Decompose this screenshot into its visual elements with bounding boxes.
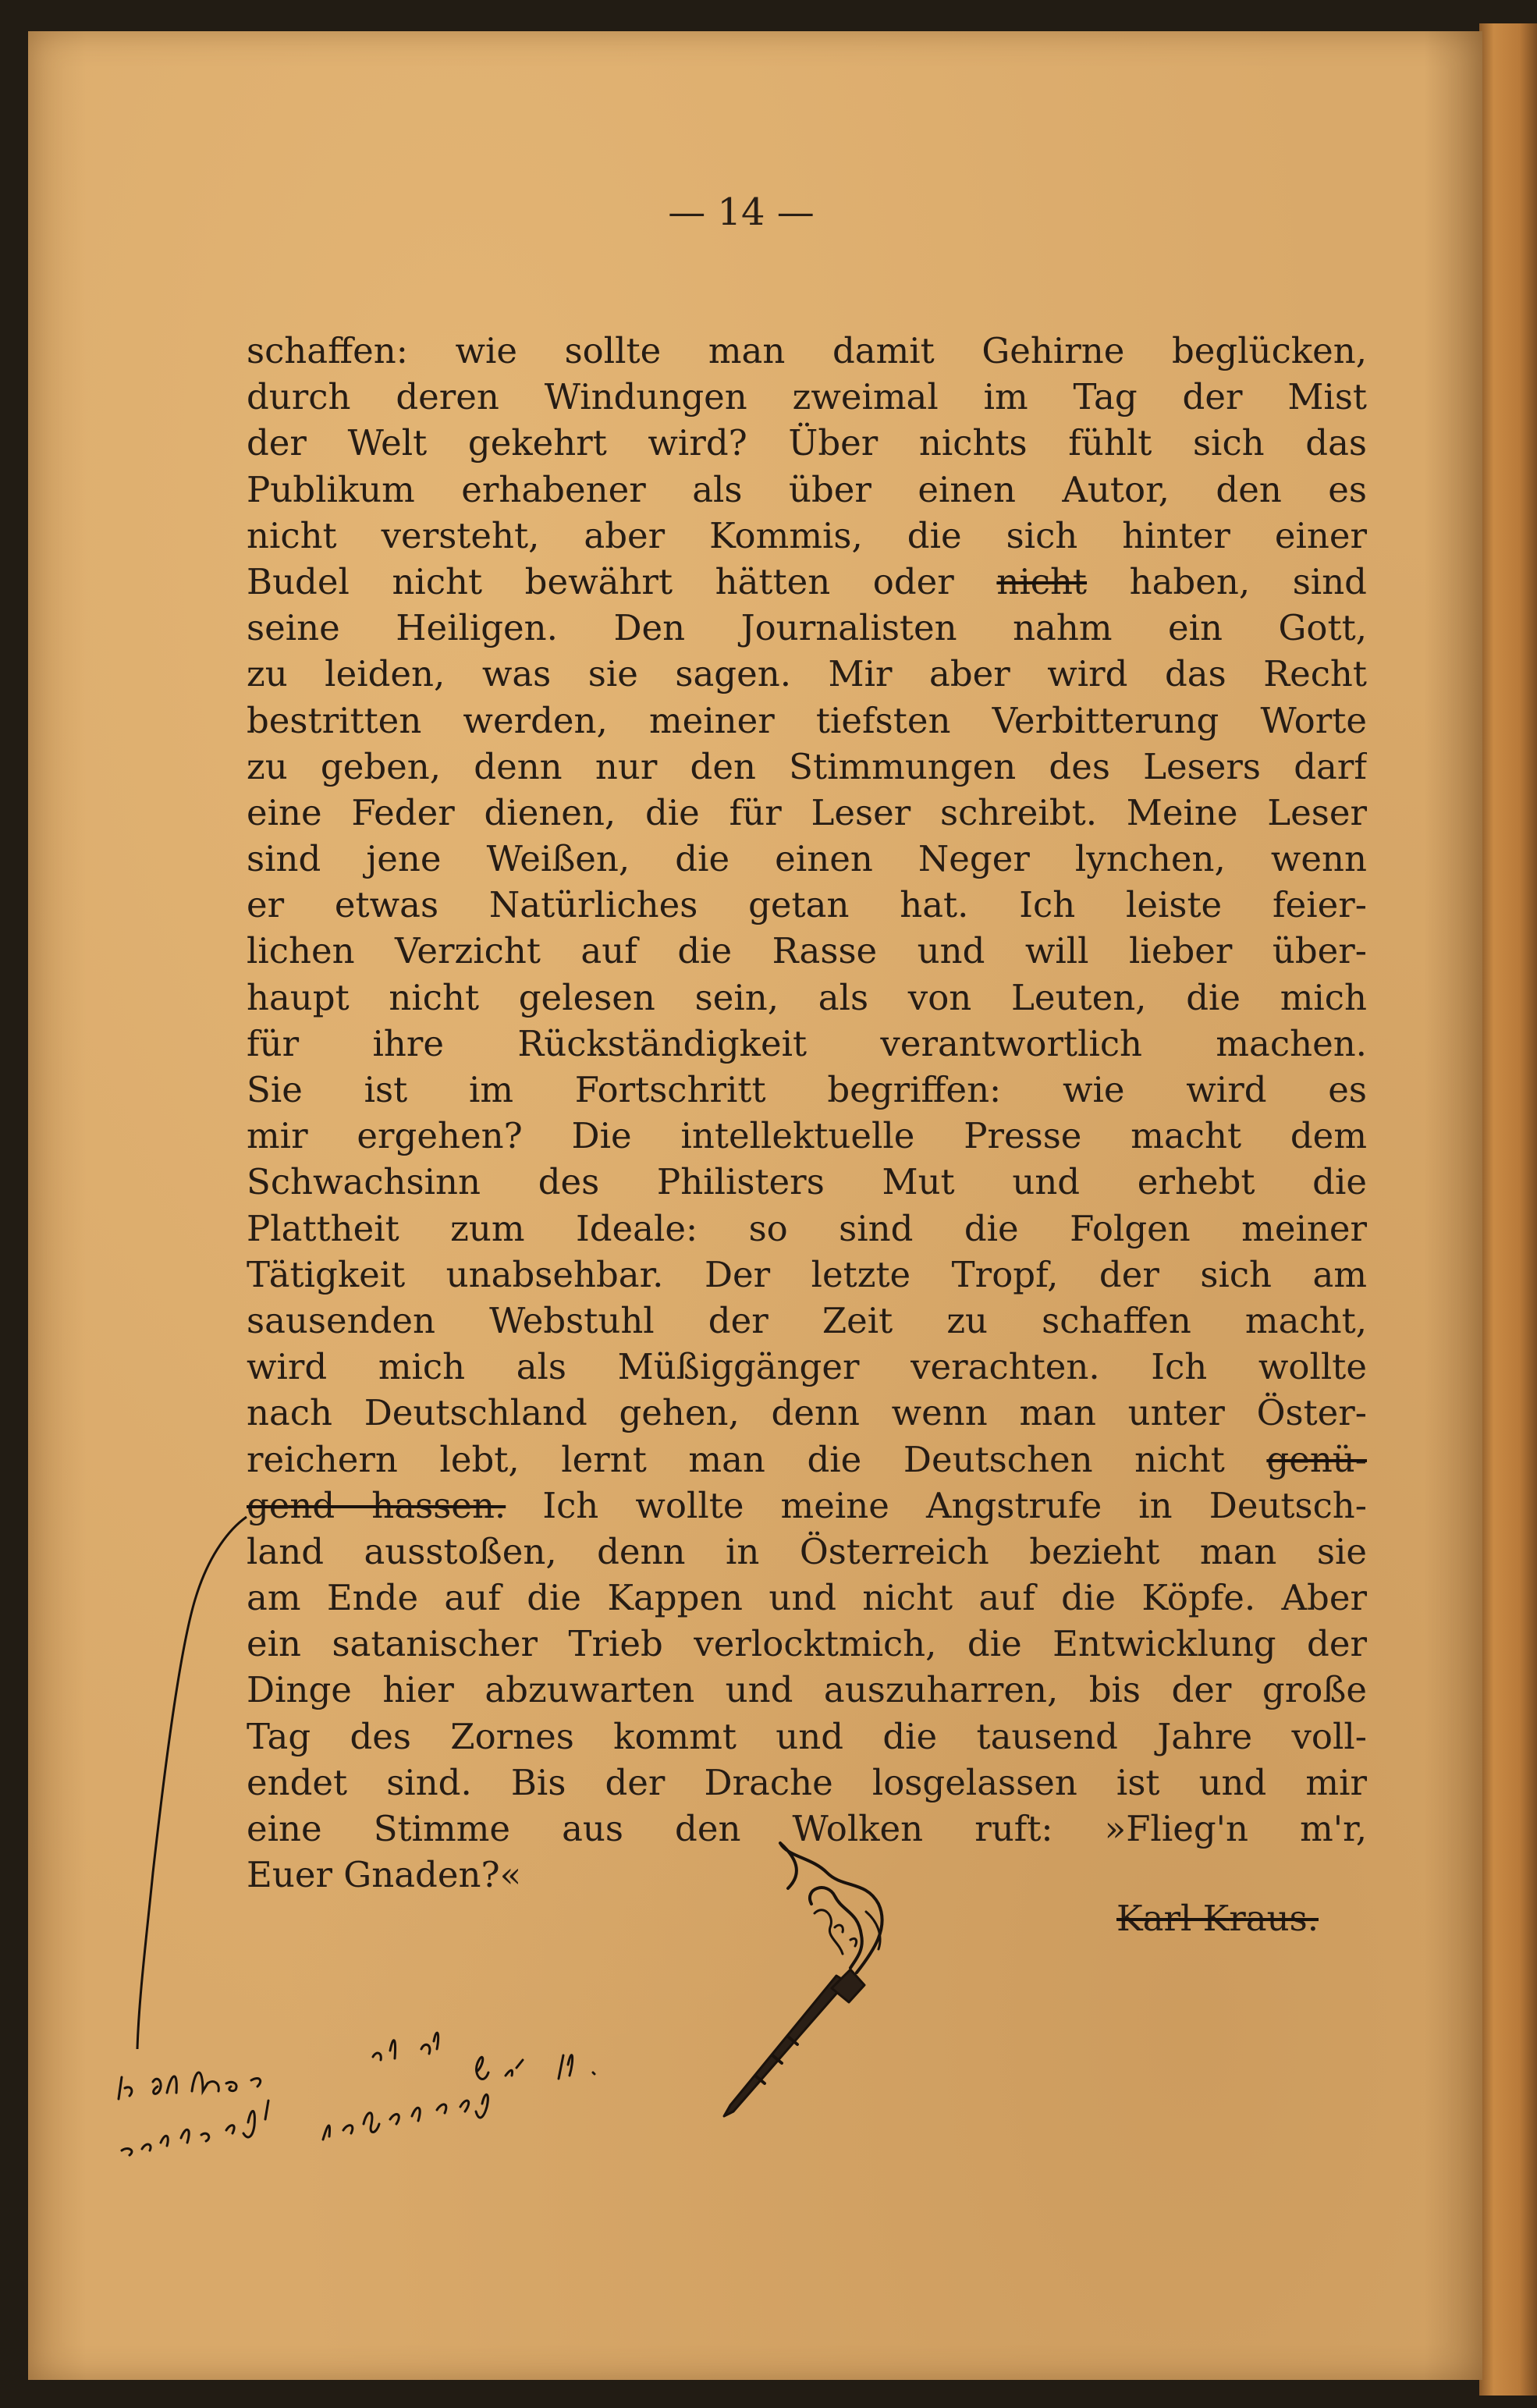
text-line: Plattheit zum Ideale: so sind die Folgen meiner: [247, 1207, 1367, 1249]
text-line: nicht versteht, aber Kommis, die sich hinter einer: [247, 514, 1367, 556]
text-line: sausenden Webstuhl der Zeit zu schaffen macht,: [247, 1299, 1367, 1341]
text-line: Euer Gnaden?«: [247, 1854, 522, 1896]
text-line: durch deren Windungen zweimal im Tag der Mist: [247, 376, 1367, 418]
text-segment: Ich wollte meine Angstrufe in Deutsch-: [506, 1484, 1367, 1526]
text-line: endet sind. Bis der Drache losgelassen ist und mir: [247, 1761, 1367, 1803]
struck-word: gend hassen.: [247, 1484, 506, 1526]
text-line: sind jene Weißen, die einen Neger lynchen, wenn: [247, 838, 1367, 880]
text-line: schaffen: wie sollte man damit Gehirne beglücken,: [247, 330, 1367, 371]
page-number: — 14 —: [668, 190, 815, 234]
text-line: land ausstoßen, denn in Österreich bezieht man sie: [247, 1530, 1367, 1572]
text-segment: reichern lebt, lernt man die Deutschen nicht: [247, 1438, 1267, 1480]
text-line: zu leiden, was sie sagen. Mir aber wird das Recht: [247, 653, 1367, 695]
text-line: ein satanischer Trieb verlocktmich, die Entwicklung der: [247, 1623, 1367, 1665]
text-line: eine Stimme aus den Wolken ruft: »Flieg'n m'r,: [247, 1808, 1367, 1849]
struck-word: genü-: [1266, 1438, 1367, 1480]
text-line: Tätigkeit unabsehbar. Der letzte Tropf, der sich am: [247, 1253, 1367, 1295]
text-line: am Ende auf die Kappen und nicht auf die Köpfe. Aber: [247, 1577, 1367, 1619]
text-line: zu geben, denn nur den Stimmungen des Lesers darf: [247, 745, 1367, 787]
signature: [960, 1898, 1319, 1939]
text-line: Sie ist im Fortschritt begriffen: wie wird es: [247, 1069, 1367, 1110]
text-line: bestritten werden, meiner tiefsten Verbitterung Worte: [247, 699, 1367, 741]
text-line: Dinge hier abzuwarten und auszuharren, bis der große: [247, 1669, 1367, 1711]
text-line: Tag des Zornes kommt und die tausend Jahre voll-: [247, 1715, 1367, 1757]
text-line: mir ergehen? Die intellektuelle Presse macht dem: [247, 1115, 1367, 1157]
struck-word: nicht: [996, 560, 1088, 602]
struck-signature: Karl Kraus.: [1116, 1898, 1319, 1939]
text-line: nach Deutschland gehen, denn wenn man unter Öster-: [247, 1392, 1367, 1434]
text-line: lichen Verzicht auf die Rasse und will lieber über-: [247, 930, 1367, 972]
text-line: haupt nicht gelesen sein, als von Leuten, die mich: [247, 976, 1367, 1018]
text-segment: Budel nicht bewährt hätten oder: [247, 560, 997, 602]
text-line-with-strikethrough: [247, 1437, 1367, 1483]
text-line: Schwachsinn des Philisters Mut und erhebt die: [247, 1161, 1367, 1203]
body-text: [247, 328, 1367, 1898]
adjacent-page-edge: [1479, 23, 1537, 2396]
text-line: seine Heiligen. Den Journalisten nahm ein Gott,: [247, 607, 1367, 649]
text-line: der Welt gekehrt wird? Über nichts fühlt sich das: [247, 422, 1367, 464]
text-line: eine Feder dienen, die für Leser schreibt. Meine Leser: [247, 791, 1367, 833]
text-segment: haben, sind: [1087, 560, 1367, 602]
text-line: für ihre Rückständigkeit verantwortlich machen.: [247, 1022, 1367, 1064]
text-line: er etwas Natürliches getan hat. Ich leiste feier-: [247, 884, 1367, 926]
text-line: Publikum erhabener als über einen Autor, den es: [247, 468, 1367, 510]
text-line: wird mich als Müßiggänger verachten. Ich wollte: [247, 1346, 1367, 1388]
text-line-with-strikethrough: [247, 559, 1367, 605]
text-line-with-strikethrough: [247, 1483, 1367, 1529]
